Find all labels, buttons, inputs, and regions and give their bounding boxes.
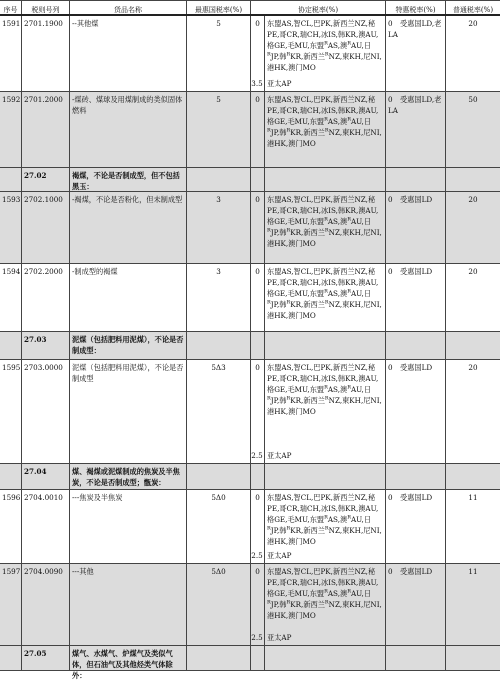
fta-rate: 0 [255, 267, 260, 276]
fta-rate: 0 [255, 493, 260, 502]
cell-empty [251, 646, 265, 670]
cell-name: -褐煤，不论是否粉化，但未制成型 [70, 192, 187, 263]
table-row [0, 490, 500, 564]
header-gen: 普通税率(%) [452, 6, 494, 14]
cell-mfn: 5 [187, 16, 251, 91]
cell-fta-rate [251, 92, 265, 167]
cell-gen: 11 [468, 567, 478, 576]
fta-text: 东盟AS,智CL,巴PK,新西兰NZ,秘PE,哥CR,瑞CH,冰IS,韩KR,澳AU,格GE,毛MU,东盟$^R$AS,澳$^R$AU,日$^R$JP,韩$^R$KR,新西兰$^R$NZ,柬KH,尼NI,港HK,澳门MO [267, 19, 382, 72]
cell-code: 2701.2000 [22, 92, 70, 167]
cell-code: 2704.0010 [22, 490, 70, 563]
cell-name: 煤气、水煤气、炉煤气及类似气体，但石油气及其他烃类气体除外： [70, 646, 187, 670]
cell-no: 1593 [0, 192, 22, 263]
cell-no: 1595 [0, 360, 22, 463]
pref-text: 受惠国LD,老LA [388, 19, 442, 39]
cell-empty [265, 332, 386, 359]
header-pref: 特惠税率(%) [386, 1, 446, 14]
cell-mfn: 3 [187, 264, 251, 331]
cell-name: ---其他 [70, 564, 187, 645]
cell-no [0, 464, 22, 489]
cell-code: 27.04 [22, 464, 70, 489]
cell-code: 27.02 [22, 168, 70, 191]
cell-no [0, 332, 22, 359]
cell-fta [265, 360, 386, 463]
cell-gen: 50 [468, 95, 478, 104]
fta-text: 东盟AS,智CL,巴PK,新西兰NZ,秘PE,哥CR,瑞CH,冰IS,韩KR,澳AU,格GE,毛MU,东盟$^R$AS,澳$^R$AU,日$^R$JP,韩$^R$KR,新西兰$^R$NZ,柬KH,尼NI,港HK,澳门MO [267, 95, 382, 148]
cell-code: 2701.1900 [22, 16, 70, 91]
cell-empty [251, 168, 265, 191]
pref-text: 受惠国LD [400, 267, 433, 276]
cell-no: 1594 [0, 264, 22, 331]
fta-text: 东盟AS,智CL,巴PK,新西兰NZ,秘PE,哥CR,瑞CH,冰IS,韩KR,澳AU,格GE,毛MU,东盟$^R$AS,澳$^R$AU,日$^R$JP,韩$^R$KR,新西兰$^R$NZ,柬KH,尼NI,港HK,澳门MO [267, 493, 382, 546]
cell-gen: 20 [468, 267, 478, 276]
pref-text: 受惠国LD,老LA [388, 95, 442, 115]
cell-name: 褐煤，不论是否制成型，但不包括黑玉： [70, 168, 187, 191]
cell-empty [187, 168, 251, 191]
header-mfn: 最惠国税率(%) [187, 1, 251, 14]
cell-empty [446, 332, 500, 359]
cell-empty [386, 332, 446, 359]
cell-pref [386, 92, 446, 167]
pref-text: 受惠国LD [400, 567, 433, 576]
cell-no [0, 646, 22, 670]
cell-gen: 11 [468, 493, 478, 502]
pref-rate: 0 [388, 567, 393, 576]
fta-text-2: 亚太AP [267, 551, 292, 560]
fta-text: 东盟AS,智CL,巴PK,新西兰NZ,秘PE,哥CR,瑞CH,冰IS,韩KR,澳AU,格GE,毛MU,东盟$^R$AS,澳$^R$AU,日$^R$JP,韩$^R$KR,新西兰$^R$NZ,柬KH,尼NI,港HK,澳门MO [267, 567, 382, 620]
pref-rate: 0 [388, 195, 393, 204]
cell-name: 泥煤（包括肥料用泥煤），不论是否制成型： [70, 332, 187, 359]
header-name: 货品名称 [70, 1, 187, 14]
pref-rate: 0 [388, 95, 393, 104]
cell-empty [446, 646, 500, 670]
fta-text: 东盟AS,智CL,巴PK,新西兰NZ,秘PE,哥CR,瑞CH,冰IS,韩KR,澳AU,格GE,毛MU,东盟$^R$AS,澳$^R$AU,日$^R$JP,韩$^R$KR,新西兰$^R$NZ,柬KH,尼NI,港HK,澳门MO [267, 195, 382, 248]
cell-pref [386, 564, 446, 645]
cell-fta-rate [251, 360, 265, 463]
pref-text: 受惠国LD [400, 493, 433, 502]
cell-no: 1597 [0, 564, 22, 645]
cell-empty [187, 646, 251, 670]
heading-row [0, 168, 500, 192]
fta-rate-2: 2.5 [251, 551, 263, 560]
cell-name: --其他煤 [70, 16, 187, 91]
fta-text: 东盟AS,智CL,巴PK,新西兰NZ,秘PE,哥CR,瑞CH,冰IS,韩KR,澳AU,格GE,毛MU,东盟$^R$AS,澳$^R$AU,日$^R$JP,韩$^R$KR,新西兰$^R$NZ,柬KH,尼NI,港HK,澳门MO [267, 363, 382, 416]
cell-empty [265, 646, 386, 670]
table-row [0, 16, 500, 92]
cell-empty [386, 646, 446, 670]
cell-fta [265, 92, 386, 167]
cell-fta-rate [251, 490, 265, 563]
cell-code: 2702.2000 [22, 264, 70, 331]
header-no: 序号 [0, 1, 22, 14]
cell-empty [251, 464, 265, 489]
cell-name: -煤砖、煤球及用煤制成的类似固体燃料 [70, 92, 187, 167]
cell-empty [386, 464, 446, 489]
cell-empty [446, 464, 500, 489]
cell-fta-rate [251, 564, 265, 645]
fta-text: 东盟AS,智CL,巴PK,新西兰NZ,秘PE,哥CR,瑞CH,冰IS,韩KR,澳AU,格GE,毛MU,东盟$^R$AS,澳$^R$AU,日$^R$JP,韩$^R$KR,新西兰$^R$NZ,柬KH,尼NI,港HK,澳门MO [267, 267, 382, 320]
table-row [0, 360, 500, 464]
table-row [0, 264, 500, 332]
fta-rate: 0 [255, 19, 260, 28]
cell-no [0, 168, 22, 191]
fta-rate: 0 [255, 567, 260, 576]
cell-fta [265, 490, 386, 563]
heading-row [0, 646, 500, 680]
cell-fta-rate [251, 264, 265, 331]
cell-mfn: 5Δ3 [187, 360, 251, 463]
fta-rate-2: 3.5 [251, 79, 263, 88]
heading-row [0, 464, 500, 490]
table-header [0, 0, 500, 16]
cell-empty [265, 168, 386, 191]
cell-code: 2702.1000 [22, 192, 70, 263]
table-row [0, 192, 500, 264]
cell-gen: 20 [468, 195, 478, 204]
cell-pref [386, 16, 446, 91]
cell-code: 2703.0000 [22, 360, 70, 463]
heading-row [0, 332, 500, 360]
cell-empty [265, 464, 386, 489]
fta-text-2: 亚太AP [267, 79, 292, 88]
cell-empty [446, 168, 500, 191]
cell-fta-rate [251, 192, 265, 263]
cell-mfn: 5Δ0 [187, 490, 251, 563]
pref-rate: 0 [388, 267, 393, 276]
cell-gen: 20 [468, 363, 478, 372]
cell-pref [386, 360, 446, 463]
cell-fta-rate [251, 16, 265, 91]
header-fta: 协定税率(%) [251, 1, 386, 14]
cell-empty [251, 332, 265, 359]
table-row [0, 92, 500, 168]
fta-rate: 0 [255, 363, 260, 372]
pref-text: 受惠国LD [400, 363, 433, 372]
cell-empty [187, 332, 251, 359]
cell-no: 1591 [0, 16, 22, 91]
cell-empty [187, 464, 251, 489]
cell-fta [265, 564, 386, 645]
cell-code: 2704.0090 [22, 564, 70, 645]
cell-code: 27.03 [22, 332, 70, 359]
cell-mfn: 3 [187, 192, 251, 263]
cell-name: 煤、褐煤或泥煤制成的焦炭及半焦炭，不论是否制成型；甑炭： [70, 464, 187, 489]
cell-gen: 20 [468, 19, 478, 28]
cell-code: 27.05 [22, 646, 70, 670]
cell-fta [265, 16, 386, 91]
pref-rate: 0 [388, 19, 393, 28]
fta-text-2: 亚太AP [267, 451, 292, 460]
fta-rate-2: 2.5 [251, 633, 263, 642]
table-row [0, 564, 500, 646]
cell-name: ---焦炭及半焦炭 [70, 490, 187, 563]
cell-pref [386, 192, 446, 263]
cell-pref [386, 490, 446, 563]
fta-text-2: 亚太AP [267, 633, 292, 642]
pref-rate: 0 [388, 363, 393, 372]
cell-mfn: 5 [187, 92, 251, 167]
cell-fta [265, 192, 386, 263]
cell-no: 1592 [0, 92, 22, 167]
fta-rate-2: 2.5 [251, 451, 263, 460]
cell-name: 泥煤（包括肥料用泥煤），不论是否制成型 [70, 360, 187, 463]
fta-rate: 0 [255, 195, 260, 204]
cell-fta [265, 264, 386, 331]
pref-rate: 0 [388, 493, 393, 502]
header-code: 税则号列 [22, 1, 70, 14]
cell-mfn: 5Δ0 [187, 564, 251, 645]
cell-no: 1596 [0, 490, 22, 563]
cell-name: -制成型的褐煤 [70, 264, 187, 331]
fta-rate: 0 [255, 95, 260, 104]
cell-pref [386, 264, 446, 331]
cell-empty [386, 168, 446, 191]
pref-text: 受惠国LD [400, 195, 433, 204]
